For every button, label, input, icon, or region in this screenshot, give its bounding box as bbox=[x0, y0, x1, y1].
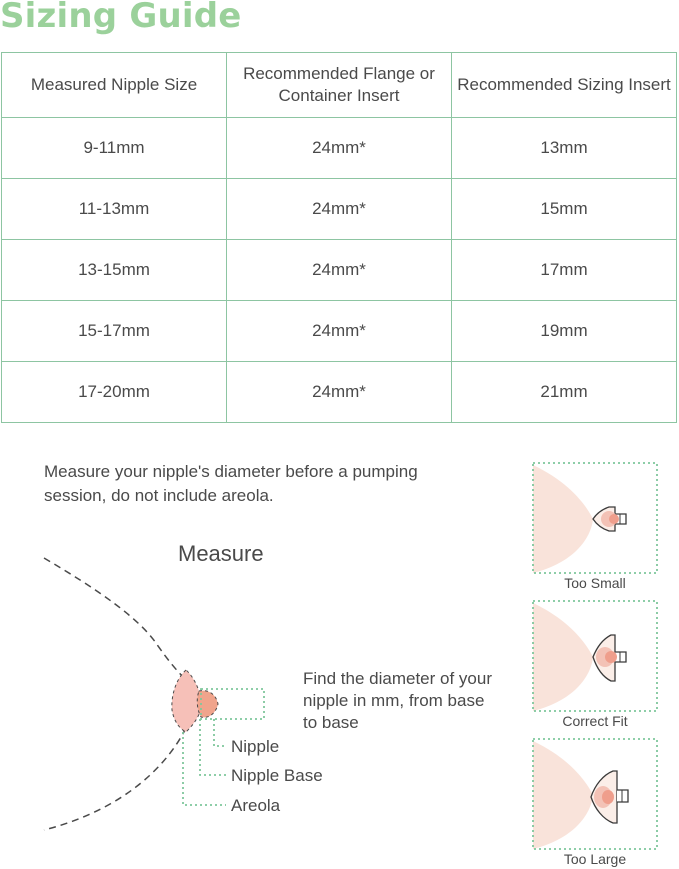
nipple-leader bbox=[214, 719, 226, 746]
cell-flange: 24mm* bbox=[227, 301, 452, 362]
cell-measured-size: 15-17mm bbox=[2, 301, 227, 362]
nipple-base-label: Nipple Base bbox=[231, 766, 323, 785]
cell-flange: 24mm* bbox=[227, 179, 452, 240]
breast-outline-upper bbox=[44, 558, 186, 680]
cell-sizing-insert: 13mm bbox=[452, 118, 677, 179]
nipple-base-leader bbox=[200, 719, 226, 775]
measure-instructions: Measure your nipple's diameter before a pumping session, do not include areola. bbox=[44, 462, 418, 505]
areola-label: Areola bbox=[231, 796, 281, 815]
cell-sizing-insert: 15mm bbox=[452, 179, 677, 240]
column-header-flange: Recommended Flange or Container Insert bbox=[227, 53, 452, 118]
measure-heading: Measure bbox=[178, 541, 264, 566]
fit-label-too-small: Too Small bbox=[564, 575, 626, 591]
breast-outline-lower bbox=[44, 728, 186, 830]
column-header-measured-size: Measured Nipple Size bbox=[2, 53, 227, 118]
fit-label-too-large: Too Large bbox=[563, 851, 627, 867]
cell-measured-size: 11-13mm bbox=[2, 179, 227, 240]
cell-sizing-insert: 17mm bbox=[452, 240, 677, 301]
nipple-label: Nipple bbox=[231, 737, 280, 756]
cell-measured-size: 9-11mm bbox=[2, 118, 227, 179]
cell-flange: 24mm* bbox=[227, 240, 452, 301]
cell-flange: 24mm* bbox=[227, 362, 452, 423]
fit-example-correct-fit bbox=[533, 601, 657, 711]
cell-measured-size: 17-20mm bbox=[2, 362, 227, 423]
fit-example-too-large bbox=[533, 739, 657, 849]
cell-flange: 24mm* bbox=[227, 118, 452, 179]
cell-sizing-insert: 21mm bbox=[452, 362, 677, 423]
cell-measured-size: 13-15mm bbox=[2, 240, 227, 301]
column-header-sizing-insert: Recommended Sizing Insert bbox=[452, 53, 677, 118]
cell-sizing-insert: 19mm bbox=[452, 301, 677, 362]
diameter-note: Find the diameter of your nipple in mm, from base to base bbox=[303, 669, 492, 732]
fit-label-correct-fit: Correct Fit bbox=[562, 713, 628, 729]
fit-example-too-small bbox=[533, 463, 657, 573]
page-title: Sizing Guide bbox=[0, 0, 242, 36]
areola-leader bbox=[183, 732, 226, 805]
